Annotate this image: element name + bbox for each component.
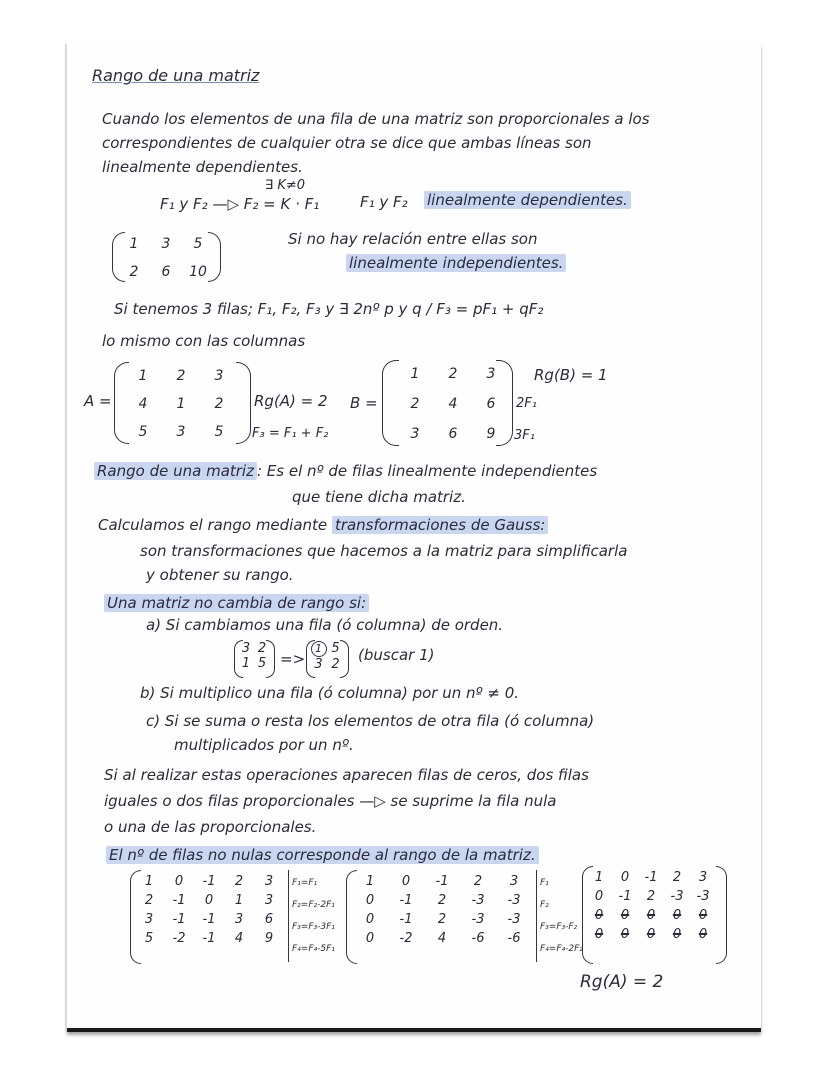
- matrix-cell: -1: [172, 893, 186, 908]
- matrix-cell: 1: [365, 874, 375, 889]
- example-matrix-2-right-paren: [340, 640, 349, 678]
- intro-line-3: linealmente dependientes.: [102, 158, 303, 176]
- operation-label: F₁: [540, 878, 549, 888]
- gauss-matrix-3-right-paren: [716, 866, 727, 964]
- matrix-cell: 0: [698, 927, 708, 942]
- gauss-divider-1: [288, 870, 289, 962]
- independence-line-1: Si no hay relación entre ellas son: [288, 230, 538, 248]
- matrix-cell: 3: [486, 366, 496, 382]
- matrix-cell: 4: [138, 396, 148, 412]
- rank-definition-text: : Es el nº de filas linealmente independientes: [256, 462, 598, 480]
- intro-line-2: correspondientes de cualquier otra se dice que ambas líneas son: [102, 134, 592, 152]
- matrix-cell: 3: [234, 912, 244, 927]
- matrix-cell: -1: [399, 893, 413, 908]
- matrix-cell: 6: [448, 426, 458, 442]
- operation-label: F₂=F₂-2F₁: [292, 900, 335, 910]
- matrix-cell: 0: [620, 908, 630, 923]
- gauss-ops-1: [292, 872, 335, 960]
- matrix-a-right-paren: [236, 362, 251, 444]
- example-note: (buscar 1): [358, 646, 435, 664]
- matrix-cell: 1: [144, 874, 154, 889]
- operation-label: F₁=F₁: [292, 878, 318, 888]
- matrix-cell: -1: [202, 874, 216, 889]
- matrix-cell: 6: [264, 912, 274, 927]
- matrix-cell: 3: [214, 368, 224, 384]
- matrix-cell: 4: [448, 396, 458, 412]
- matrix-cell: 9: [486, 426, 496, 442]
- matrix-cell: 5: [214, 424, 224, 440]
- matrix-cell: [310, 641, 327, 657]
- matrix-cell: 3: [144, 912, 154, 927]
- matrix-a-rank: Rg(A) = 2: [254, 392, 328, 410]
- matrix-cell: 0: [620, 870, 630, 885]
- matrix-cell: 5: [257, 656, 267, 671]
- intro-line-1: Cuando los elementos de una fila de una matriz son proporcionales a los: [102, 110, 650, 128]
- matrix-cell: -1: [399, 912, 413, 927]
- circled-pivot: 1: [311, 641, 327, 657]
- matrix-cell: 3: [698, 870, 708, 885]
- matrix-cell: 1: [129, 236, 139, 252]
- matrix-cell: -1: [435, 874, 449, 889]
- independence-highlight: linealmente independientes.: [346, 254, 566, 272]
- gauss-matrix-2: [352, 874, 532, 946]
- operation-label: F₄=F₄-5F₁: [292, 944, 335, 954]
- matrix-cell: -3: [471, 893, 485, 908]
- operation-label: F₂: [540, 900, 549, 910]
- three-rows-text: Si tenemos 3 filas; F₁, F₂, F₃ y ∃ 2nº p y q / F₃ = pF₁ + qF₂: [114, 300, 544, 318]
- matrix-cell: -1: [202, 931, 216, 946]
- example-arrow: =>: [280, 650, 306, 668]
- gauss-line-3: y obtener su rango.: [146, 566, 294, 584]
- matrix-cell: 0: [365, 931, 375, 946]
- matrix-cell: 3: [314, 657, 323, 672]
- matrix-cell: 0: [365, 893, 375, 908]
- gauss-divider-2: [536, 870, 537, 962]
- matrix-cell: 1: [234, 893, 244, 908]
- matrix-cell: 5: [331, 641, 340, 656]
- rank-definition: [94, 462, 597, 480]
- matrix-cell: -2: [172, 931, 186, 946]
- example-matrix-1-right-paren: [266, 640, 275, 678]
- matrix-b-label: B =: [350, 394, 378, 412]
- matrix-cell: 0: [672, 908, 682, 923]
- matrix-cell: -3: [471, 912, 485, 927]
- matrix-cell: -6: [507, 931, 521, 946]
- matrix-cell: 2: [437, 912, 447, 927]
- matrix-cell: 2: [176, 368, 186, 384]
- gauss-text: Calculamos el rango mediante: [98, 516, 328, 534]
- matrix-cell: 9: [264, 931, 274, 946]
- matrix-cell: 1: [138, 368, 148, 384]
- dependence-relation: F₁ y F₂ —▷ F₂ = K · F₁: [160, 195, 320, 213]
- matrix-cell: 2: [473, 874, 483, 889]
- matrix-cell: 1: [176, 396, 186, 412]
- final-rank: Rg(A) = 2: [580, 972, 664, 992]
- matrix-cell: 2: [672, 870, 682, 885]
- matrix-cell: 3: [264, 874, 274, 889]
- matrix-cell: 6: [161, 264, 171, 280]
- matrix-cell: 2: [144, 893, 154, 908]
- matrix-cell: 0: [698, 908, 708, 923]
- matrix-cell: -1: [202, 912, 216, 927]
- operation-label: F₃=F₃-F₂: [540, 922, 578, 932]
- matrix-cell: 10: [189, 264, 207, 280]
- matrix-2x3: [118, 236, 214, 280]
- matrix-cell: 2: [437, 893, 447, 908]
- matrix-cell: 0: [646, 908, 656, 923]
- matrix-cell: 0: [401, 874, 411, 889]
- matrix-cell: 2: [234, 874, 244, 889]
- matrix-cell: 3: [264, 893, 274, 908]
- matrix-b-rank: Rg(B) = 1: [534, 366, 608, 384]
- matrix-cell: 5: [193, 236, 203, 252]
- matrix-cell: 1: [410, 366, 420, 382]
- matrix-cell: 3: [241, 641, 251, 656]
- operation-label: F₃=F₃-3F₁: [292, 922, 335, 932]
- gauss-matrix-3: [586, 870, 716, 942]
- matrix-cell: -1: [618, 889, 632, 904]
- matrix-cell: 0: [620, 927, 630, 942]
- matrix-b-note-1: 2F₁: [516, 396, 537, 411]
- dependence-label: F₁ y F₂: [360, 193, 408, 211]
- operation-label: F₄=F₄-2F₂: [540, 944, 583, 954]
- rule-b: b) Si multiplico una fila (ó columna) por un nº ≠ 0.: [140, 684, 520, 702]
- matrix-cell: 3: [161, 236, 171, 252]
- matrix-cell: 2: [214, 396, 224, 412]
- exists-k-note: ∃ K≠0: [265, 178, 306, 193]
- matrix-2x3-right-paren: [208, 232, 221, 282]
- matrix-cell: 2: [129, 264, 139, 280]
- zeros-line-1: Si al realizar estas operaciones aparecen filas de ceros, dos filas: [104, 766, 589, 784]
- zeros-line-2: iguales o dos filas proporcionales —▷ se suprime la fila nula: [104, 792, 557, 810]
- matrix-cell: 5: [138, 424, 148, 440]
- matrix-cell: 4: [437, 931, 447, 946]
- same-columns-text: lo mismo con las columnas: [102, 332, 306, 350]
- matrix-cell: 0: [365, 912, 375, 927]
- matrix-a-note: F₃ = F₁ + F₂: [252, 426, 329, 441]
- matrix-cell: 2: [257, 641, 267, 656]
- matrix-cell: 5: [144, 931, 154, 946]
- rank-definition-highlight: Rango de una matriz: [94, 462, 257, 480]
- matrix-a-label: A =: [84, 392, 112, 410]
- matrix-cell: -1: [172, 912, 186, 927]
- matrix-cell: 0: [594, 889, 604, 904]
- matrix-cell: 2: [646, 889, 656, 904]
- rank-definition-line-2: que tiene dicha matriz.: [292, 488, 466, 506]
- matrix-cell: 0: [672, 927, 682, 942]
- matrix-cell: 0: [174, 874, 184, 889]
- dependence-highlight: linealmente dependientes.: [424, 191, 631, 209]
- matrix-b-note-2: 3F₁: [514, 428, 535, 443]
- matrix-cell: 0: [594, 927, 604, 942]
- example-matrix-2: [310, 641, 344, 672]
- matrix-cell: 1: [594, 870, 604, 885]
- matrix-cell: -2: [399, 931, 413, 946]
- matrix-cell: -3: [670, 889, 684, 904]
- matrix-cell: 3: [176, 424, 186, 440]
- matrix-cell: 6: [486, 396, 496, 412]
- rule-c-line-2: multiplicados por un nº.: [174, 736, 354, 754]
- rule-a: a) Si cambiamos una fila (ó columna) de orden.: [146, 616, 504, 634]
- matrix-cell: 0: [594, 908, 604, 923]
- rule-c-line-1: c) Si se suma o resta los elementos de otra fila (ó columna): [146, 712, 595, 730]
- matrix-cell: -6: [471, 931, 485, 946]
- matrix-cell: 3: [410, 426, 420, 442]
- final-rank-rule: El nº de filas no nulas corresponde al rango de la matriz.: [106, 846, 539, 864]
- matrix-cell: 2: [448, 366, 458, 382]
- matrix-cell: -3: [696, 889, 710, 904]
- matrix-cell: 0: [646, 927, 656, 942]
- gauss-matrix-1: [134, 874, 284, 946]
- matrix-cell: -3: [507, 912, 521, 927]
- matrix-b: [396, 366, 510, 442]
- matrix-cell: -1: [644, 870, 658, 885]
- matrix-cell: 3: [509, 874, 519, 889]
- matrix-cell: -3: [507, 893, 521, 908]
- matrix-a: [124, 368, 238, 440]
- matrix-b-right-paren: [496, 360, 513, 446]
- matrix-cell: 1: [241, 656, 251, 671]
- zeros-line-3: o una de las proporcionales.: [104, 818, 317, 836]
- matrix-cell: 2: [331, 657, 340, 672]
- gauss-intro: [98, 516, 548, 534]
- gauss-highlight: transformaciones de Gauss:: [332, 516, 548, 534]
- matrix-cell: 0: [204, 893, 214, 908]
- page-title: Rango de una matriz: [92, 66, 260, 85]
- no-change-heading: Una matriz no cambia de rango si:: [104, 594, 369, 612]
- matrix-cell: 4: [234, 931, 244, 946]
- gauss-line-2: son transformaciones que hacemos a la matriz para simplificarla: [140, 542, 628, 560]
- gauss-ops-2: [540, 872, 583, 960]
- matrix-cell: 2: [410, 396, 420, 412]
